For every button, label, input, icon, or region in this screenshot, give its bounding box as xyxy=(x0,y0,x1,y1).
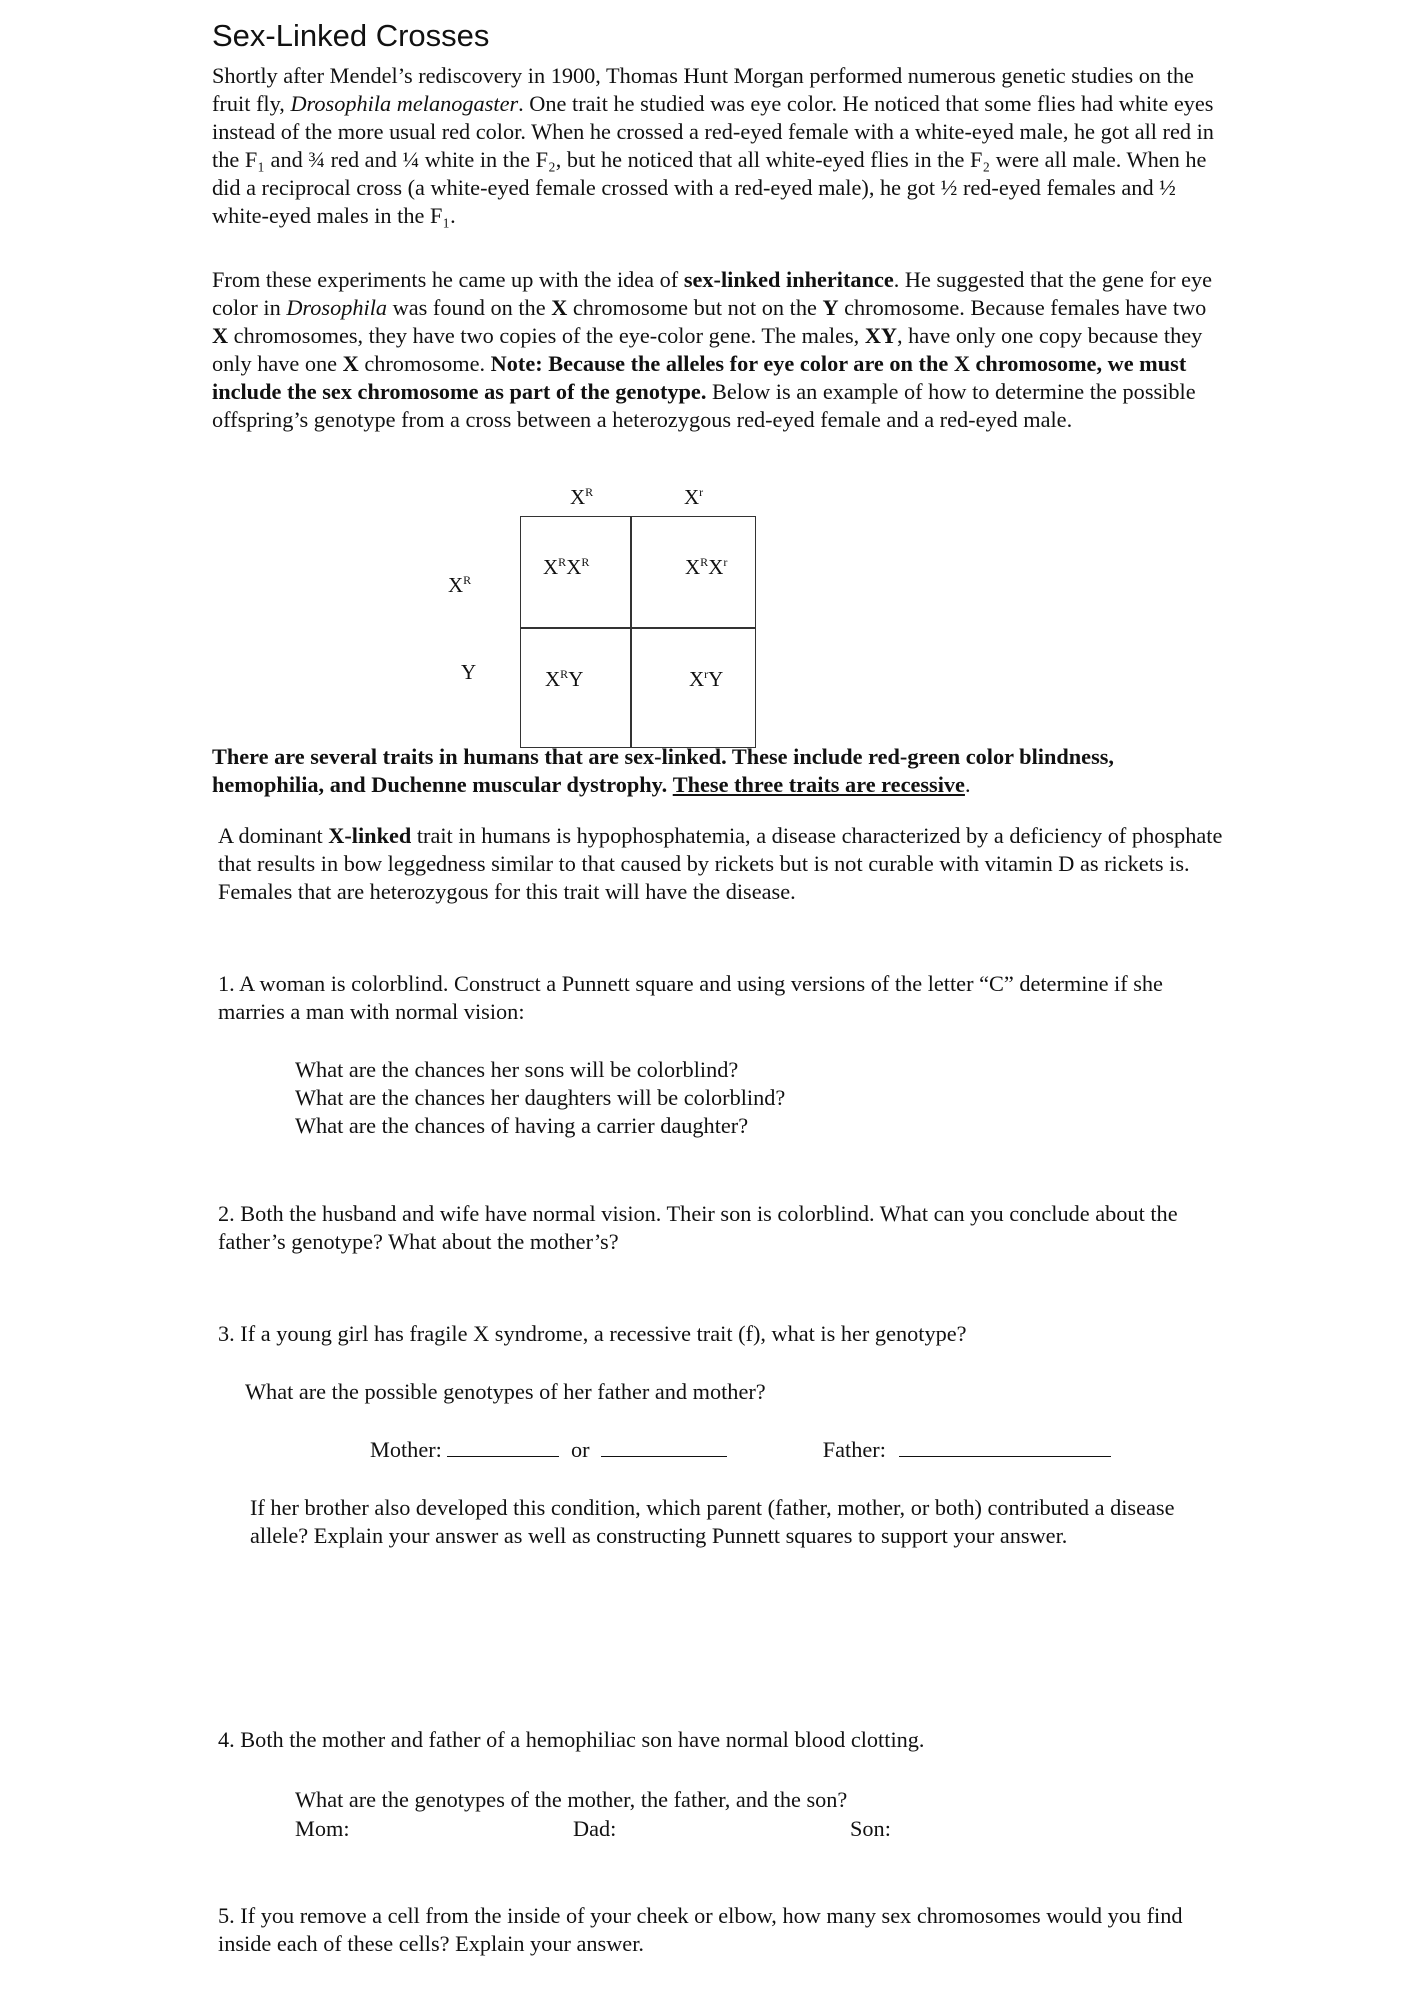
allele-base: X xyxy=(685,555,701,579)
xy-term: XY xyxy=(864,323,898,348)
text: From these experiments he came up with the idea of xyxy=(212,267,684,292)
human-traits-paragraph xyxy=(212,743,1212,799)
question-3-answer-line xyxy=(370,1436,1170,1464)
allele-base: X xyxy=(684,485,700,509)
intro-text: . One trait he studied was eye color. He noticed that some flies had white eyes instead of the more usual red color. When he crossed a red-eyed female with a white-eyed male, he got all red in the F₁ and ¾ red and ¼ white in the F₂, but he noticed that all white-eyed flies in the F₂ were all male. When he did a reciprocal cross (a white-eyed female crossed with a red-eyed male), he got ½ red-eyed females and ½ white-eyed males in the F₁. xyxy=(212,91,1214,228)
punnett-side-bottom-label: Y xyxy=(461,660,477,684)
mom-label: Mom: xyxy=(295,1816,350,1841)
allele-sup: R xyxy=(463,573,472,587)
species-name: Drosophila melanogaster xyxy=(290,91,519,116)
y-term: Y xyxy=(822,295,839,320)
page-title: Sex-Linked Crosses xyxy=(212,18,490,53)
allele-base: Y xyxy=(708,667,724,691)
or-label: or xyxy=(571,1437,590,1462)
allele-sup: r xyxy=(723,555,728,569)
question-1a: What are the chances her sons will be colorblind? xyxy=(295,1057,739,1082)
allele-base: X xyxy=(545,667,561,691)
text: chromosome. Because females have two xyxy=(838,295,1207,320)
dad-label: Dad: xyxy=(573,1816,617,1841)
punnett-cell xyxy=(689,667,723,692)
question-1-subquestions xyxy=(295,1056,1095,1140)
text: A dominant xyxy=(218,823,329,848)
allele-base: X xyxy=(708,555,724,579)
punnett-divider-vertical xyxy=(630,517,632,747)
punnett-divider-horizontal xyxy=(521,627,755,629)
text: . xyxy=(964,772,971,797)
question-1b: What are the chances her daughters will be colorblind? xyxy=(295,1085,786,1110)
father-label: Father: xyxy=(822,1437,886,1462)
question-1c: What are the chances of having a carrier daughter? xyxy=(295,1113,749,1138)
question-3-brother: If her brother also developed this condition, which parent (father, mother, or both) contributed a disease allele? Explain your answer as well as constructing Punnett squares to support your answer. xyxy=(250,1495,1175,1548)
allele-sup: R xyxy=(585,485,594,499)
question-4: 4. Both the mother and father of a hemophiliac son have normal blood clotting. xyxy=(218,1727,925,1752)
punnett-cell xyxy=(685,555,727,580)
allele-base: X xyxy=(570,485,586,509)
allele-sup: r xyxy=(704,667,709,681)
text: . He suggested that the gene for eye color in xyxy=(212,267,1213,320)
intro-text: Shortly after Mendel’s rediscovery in 1900, Thomas Hunt Morgan performed numerous genetic studies on the fruit fly, xyxy=(212,63,1194,116)
punnett-top-left-label xyxy=(570,485,593,510)
allele-sup: R xyxy=(700,555,709,569)
note-text: Note: Because the alleles for eye color are on the X chromosome, we must include the sex chromosome as part of the genotype. xyxy=(212,351,1187,404)
allele-base: Y xyxy=(568,667,584,691)
text: chromosome but not on the xyxy=(567,295,823,320)
term-sex-linked: sex-linked inheritance xyxy=(683,267,894,292)
question-2: 2. Both the husband and wife have normal vision. Their son is colorblind. What can you conclude about the father’s genotype? What about the mother’s? xyxy=(218,1201,1178,1254)
allele-base: X xyxy=(566,555,582,579)
text: , have only one copy because they only have one xyxy=(212,323,1203,376)
allele-sup: R xyxy=(581,555,590,569)
text: trait in humans is hypophosphatemia, a disease characterized by a deficiency of phosphate that results in bow leggedness similar to that caused by rickets but is not curable with vitamin D as rickets is. Females that are heterozygous for this trait will have the disease. xyxy=(218,823,1223,904)
question-3: 3. If a young girl has fragile X syndrome, a recessive trait (f), what is her genotype? xyxy=(218,1321,967,1346)
traits-recessive-underlined: These three traits are recessive xyxy=(672,772,965,797)
question-4-genotypes: What are the genotypes of the mother, the father, and the son? xyxy=(295,1787,848,1812)
term-x-linked: X-linked xyxy=(328,823,412,848)
x-term: X xyxy=(342,351,359,376)
mother-label: Mother: xyxy=(370,1437,442,1462)
son-label: Son: xyxy=(850,1816,891,1841)
x-term: X xyxy=(212,323,229,348)
mother-blank-1[interactable] xyxy=(447,1436,559,1457)
allele-sup: R xyxy=(560,667,569,681)
punnett-cell xyxy=(545,667,583,692)
x-term: X xyxy=(551,295,568,320)
intro-paragraph-2 xyxy=(212,266,1222,434)
question-3-parents: What are the possible genotypes of her father and mother? xyxy=(245,1379,766,1404)
intro-paragraph-1 xyxy=(212,62,1222,230)
punnett-top-right-label xyxy=(684,485,703,510)
question-5: 5. If you remove a cell from the inside of your cheek or elbow, how many sex chromosomes would you find inside each of these cells? Explain your answer. xyxy=(218,1903,1183,1956)
allele-sup: R xyxy=(558,555,567,569)
punnett-side-top-label xyxy=(448,573,471,598)
dominant-trait-paragraph xyxy=(218,822,1228,906)
text: chromosome. xyxy=(358,351,491,376)
text: Below is an example of how to determine the possible offspring’s genotype from a cross between a heterozygous red-eyed female and a red-eyed male. xyxy=(212,379,1196,432)
punnett-square xyxy=(520,516,756,748)
genus-name: Drosophila xyxy=(286,295,388,320)
allele-base: X xyxy=(543,555,559,579)
question-1: 1. A woman is colorblind. Construct a Punnett square and using versions of the letter “C” determine if she marries a man with normal vision: xyxy=(218,971,1163,1024)
text: was found on the xyxy=(387,295,552,320)
traits-bold-text: There are several traits in humans that are sex-linked. These include red-green color blindness, hemophilia, and Duchenne muscular dystrophy. xyxy=(212,744,1115,797)
text: chromosomes, they have two copies of the eye-color gene. The males, xyxy=(228,323,865,348)
allele-base: X xyxy=(689,667,705,691)
punnett-cell xyxy=(543,555,589,580)
allele-base: X xyxy=(448,573,464,597)
father-blank[interactable] xyxy=(899,1436,1111,1457)
allele-sup: r xyxy=(699,485,704,499)
mother-blank-2[interactable] xyxy=(601,1436,727,1457)
